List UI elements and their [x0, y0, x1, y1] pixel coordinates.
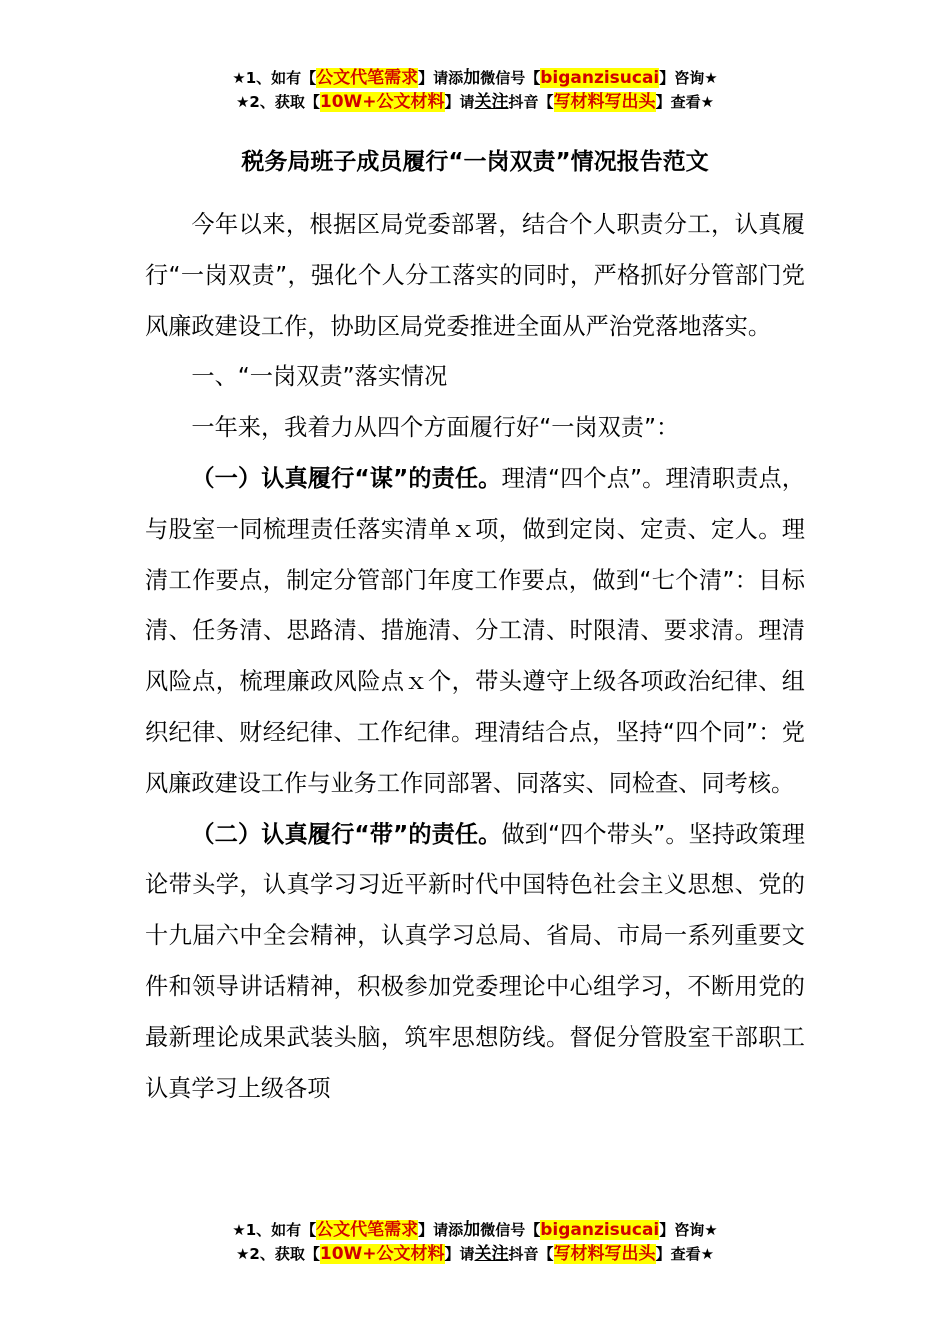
banner-text: 】查看★: [655, 93, 715, 111]
item-1-heading: （一）认真履行“谋”的责任。: [191, 464, 502, 492]
banner-line-2: [0, 90, 950, 114]
banner-text: 抖音【: [508, 93, 554, 111]
banner-line-2: [0, 1242, 950, 1266]
banner-text: 微信号【: [480, 69, 541, 87]
banner-text: 】咨询★: [659, 69, 718, 87]
banner-line-1: [0, 1218, 950, 1242]
banner-text: ★2、获取【: [235, 93, 320, 111]
paragraph-item-2: [145, 810, 805, 1115]
item-1-text: 理清“四个点”。理清职责点，与股室一同梳理责任落实清单ｘ项，做到定岗、定责、定人。理清工作要点，制定分管部门年度工作要点，做到“七个清”：目标清、任务清、思路清、措施清、分工清、时限清、要求清。理清风险点，梳理廉政风险点ｘ个，带头遵守上级各项政治纪律、组织纪律、财经纪律、工作纪律。理清结合点，坚持“四个同”：党风廉政建设工作与业务工作同部署、同落实、同检查、同考核。: [145, 464, 805, 797]
banner-text: 】咨询★: [659, 1221, 718, 1239]
banner-text: 加: [463, 1220, 481, 1240]
banner-text: ★2、获取【: [235, 1245, 320, 1263]
banner-line-1: [0, 66, 950, 90]
header-banner: [0, 66, 950, 114]
banner-text: 】请添: [418, 69, 464, 87]
banner-text: ★1、如有【: [232, 1221, 317, 1239]
footer-banner: [0, 1218, 950, 1266]
paragraph-item-1: [145, 454, 805, 810]
item-2-heading: （二）认真履行“带”的责任。: [191, 820, 502, 848]
item-2-text: 做到“四个带头”。坚持政策理论带头学，认真学习习近平新时代中国特色社会主义思想、党的十九届六中全会精神，认真学习总局、省局、市局一系列重要文件和领导讲话精神，积极参加党委理论中心组学习，不断用党的最新理论成果武装头脑，筑牢思想防线。督促分管股室干部职工认真学习上级各项: [145, 820, 805, 1102]
document-title: 税务局班子成员履行“一岗双责”情况报告范文: [241, 149, 709, 175]
section-heading: 一、“一岗双责”落实情况: [191, 363, 448, 391]
banner-text: 】请添: [418, 1221, 464, 1239]
banner-text: 】请: [444, 1245, 475, 1263]
banner-highlight: 10W+公文材料: [319, 1244, 445, 1264]
banner-text: ★1、如有【: [232, 69, 317, 87]
banner-douyin-id[interactable]: 写材料写出头: [553, 1244, 656, 1264]
document-body: [145, 200, 805, 1114]
paragraph-overview: 一年来，我着力从四个方面履行好“一岗双责”：: [191, 414, 680, 442]
paragraph-intro: 今年以来，根据区局党委部署，结合个人职责分工，认真履行“一岗双责”，强化个人分工落实的同时，严格抓好分管部门党风廉政建设工作，协助区局党委推进全面从严治党落地落实。: [145, 211, 805, 340]
banner-text: 】查看★: [655, 1245, 715, 1263]
banner-highlight: 10W+公文材料: [319, 92, 445, 112]
banner-text: 抖音【: [508, 1245, 554, 1263]
banner-text: 加: [463, 68, 481, 88]
banner-wechat-id[interactable]: biganzisucai: [540, 1220, 660, 1240]
banner-text: 关注: [474, 1244, 509, 1264]
banner-text: 关注: [474, 92, 509, 112]
banner-wechat-id[interactable]: biganzisucai: [540, 68, 660, 88]
banner-highlight: 公文代笔需求: [316, 1220, 419, 1240]
banner-highlight: 公文代笔需求: [316, 68, 419, 88]
banner-text: 】请: [444, 93, 475, 111]
banner-douyin-id[interactable]: 写材料写出头: [553, 92, 656, 112]
banner-text: 微信号【: [480, 1221, 541, 1239]
